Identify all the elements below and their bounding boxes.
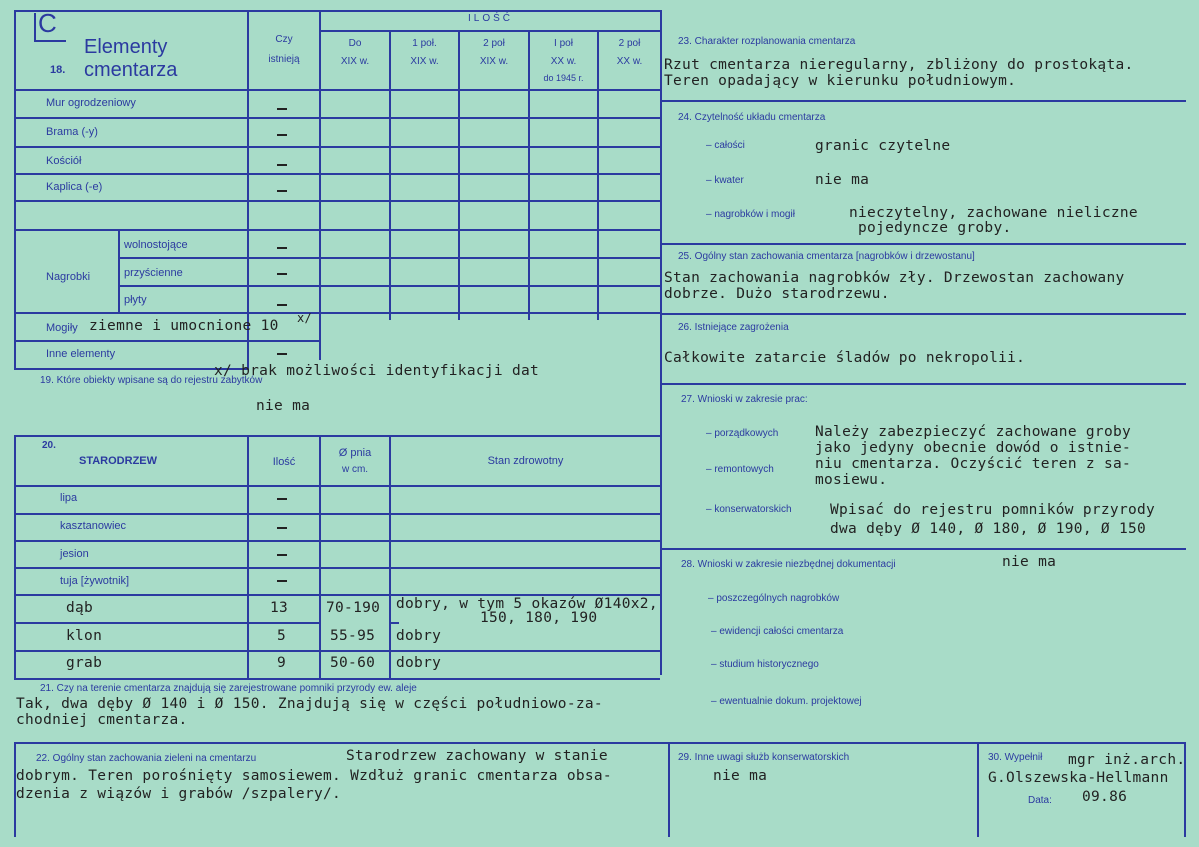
inne-value xyxy=(277,353,287,355)
section-23-label: 23. Charakter rozplanowania cmentarza xyxy=(678,36,856,47)
section-29-value: nie ma xyxy=(713,768,768,784)
nagrobki-label: Nagrobki xyxy=(46,271,91,283)
works-cleanup-line-1: Należy zabezpieczyć zachowane groby xyxy=(815,424,1132,440)
rule xyxy=(660,10,662,675)
col-header-4: I poł xyxy=(554,38,573,49)
row-label-brama: Brama (-y) xyxy=(46,126,98,138)
tree-qty-klon: 5 xyxy=(277,628,287,644)
rule xyxy=(660,383,1186,385)
row-label-mur: Mur ogrodzeniowy xyxy=(46,97,136,109)
rule xyxy=(14,200,660,202)
rule xyxy=(14,10,660,12)
docs-item-1: – poszczególnych nagrobków xyxy=(708,593,840,604)
rule xyxy=(660,243,1186,245)
col-trunk-diameter: Ø pnia xyxy=(338,447,372,459)
rule xyxy=(14,368,248,370)
section-22-label: 22. Ogólny stan zachowania zieleni na cmentarzu xyxy=(36,753,257,764)
rule xyxy=(458,30,460,320)
rule xyxy=(14,117,660,119)
section-22-line-2: dobrym. Teren porośnięty samosiewem. Wzdłuż granic cmentarza obsa- xyxy=(16,768,612,784)
docs-item-3: – studium historycznego xyxy=(711,659,819,670)
legibility-graves-label: – nagrobków i mogił xyxy=(706,209,795,220)
tree-state-dab-2: 150, 180, 190 xyxy=(480,610,598,626)
tree-name-klon: klon xyxy=(66,628,103,644)
tree-state-klon: dobry xyxy=(396,628,442,644)
works-cleanup-line-4: mosiewu. xyxy=(815,472,888,488)
tree-label-lipa: lipa xyxy=(60,492,78,504)
section-23-line-2: Teren opadający w kierunku południowym. xyxy=(664,73,1017,89)
col-header-3: 2 poł xyxy=(483,38,505,49)
col-header-3-sub: XIX w. xyxy=(479,56,509,67)
section-21-label: 21. Czy na terenie cmentarza znajdują się zarejestrowane pomniki przyrody ew. aleje xyxy=(40,683,417,694)
nagrobki-row-1-label: wolnostojące xyxy=(124,239,188,251)
tree-state-dab: dobry, w tym 5 okazów Ø140x2, xyxy=(396,596,658,612)
mogily-value: ziemne i umocnione 10 xyxy=(89,318,279,334)
section-18-title-1: Elementy xyxy=(84,36,168,58)
rule xyxy=(319,30,660,32)
rule xyxy=(14,650,660,652)
col-header-4-sub2: do 1945 r. xyxy=(543,73,584,83)
date-label: Data: xyxy=(1028,795,1052,806)
docs-item-4: – ewentualnie dokum. projektowej xyxy=(711,696,862,707)
tree-diam-klon: 55-95 xyxy=(330,628,376,644)
row-value-mur xyxy=(277,108,287,110)
rule xyxy=(14,567,660,569)
nagrobki-row-3-label: płyty xyxy=(124,294,147,306)
nagrobki-row-1-value xyxy=(277,247,287,249)
col-exists-header-1: Czy xyxy=(275,34,293,45)
rule xyxy=(14,485,660,487)
col-exists-header-2: istnieją xyxy=(268,54,300,65)
inne-label: Inne elementy xyxy=(46,348,116,360)
rule xyxy=(118,257,660,259)
rule xyxy=(14,540,660,542)
rule xyxy=(660,100,1186,102)
works-conservation-line-1: Wpisać do rejestru pomników przyrody xyxy=(830,502,1156,518)
legibility-whole-value: granic czytelne xyxy=(815,138,951,154)
mogily-footnote-mark: x/ xyxy=(297,311,313,325)
rule xyxy=(14,678,660,680)
rule xyxy=(14,146,660,148)
rule xyxy=(660,313,1186,315)
tree-state-grab: dobry xyxy=(396,655,442,671)
legibility-quarters-value: nie ma xyxy=(815,172,870,188)
nagrobki-row-2-value xyxy=(277,273,287,275)
row-label-kaplica: Kaplica (-e) xyxy=(46,181,103,193)
tree-value-tuja xyxy=(277,580,287,582)
tree-value-lipa xyxy=(277,498,287,500)
section-22-line-3: dzenia z wiązów i grabów /szpalery/. xyxy=(16,786,342,802)
tree-label-kasztanowiec: kasztanowiec xyxy=(60,520,127,532)
legibility-graves-value-2: pojedyncze groby. xyxy=(858,220,1012,236)
section-20-number: 20. xyxy=(42,440,56,451)
col-header-2: 1 poł. xyxy=(412,38,437,49)
dating-footnote: x/ brak możliwości identyfikacji dat xyxy=(214,363,540,379)
row-value-kosciol xyxy=(277,164,287,166)
rule xyxy=(14,435,16,680)
rule xyxy=(668,742,670,837)
filled-by-line-2: G.Olszewska-Hellmann xyxy=(988,770,1169,786)
rule xyxy=(597,30,599,320)
rule xyxy=(14,312,660,314)
section-18-title-2: cmentarza xyxy=(84,59,178,81)
col-header-1-sub: XIX w. xyxy=(340,56,370,67)
date-value: 09.86 xyxy=(1082,789,1128,805)
row-value-kaplica xyxy=(277,190,287,192)
section-28-label: 28. Wnioski w zakresie niezbędnej dokumentacji xyxy=(681,559,896,570)
section-24-label: 24. Czytelność układu cmentarza xyxy=(678,112,826,123)
legibility-quarters-label: – kwater xyxy=(706,175,744,186)
col-header-2-sub: XIX w. xyxy=(410,56,439,67)
section-26-value: Całkowite zatarcie śladów po nekropolii. xyxy=(664,350,1026,366)
rule xyxy=(14,89,660,91)
works-cleanup-line-3: niu cmentarza. Oczyścić teren z sa- xyxy=(815,456,1132,472)
tree-diam-grab: 50-60 xyxy=(330,655,376,671)
tree-qty-dab: 13 xyxy=(270,600,289,616)
col-trunk-diameter-unit: w cm. xyxy=(341,464,369,475)
works-cleanup-label: – porządkowych xyxy=(706,428,779,439)
tree-qty-grab: 9 xyxy=(277,655,287,671)
rule xyxy=(14,435,660,437)
col-health: Stan zdrowotny xyxy=(487,455,564,467)
mogily-label: Mogiły xyxy=(46,322,78,334)
tree-value-kasztanowiec xyxy=(277,527,287,529)
tree-name-grab: grab xyxy=(66,655,103,671)
row-value-brama xyxy=(277,134,287,136)
section-25-line-2: dobrze. Dużo starodrzewu. xyxy=(664,286,890,302)
rule xyxy=(14,742,1186,744)
tree-label-jesion: jesion xyxy=(60,548,89,560)
card-letter: C xyxy=(38,8,57,38)
works-repair-label: – remontowych xyxy=(706,464,774,475)
nagrobki-row-2-label: przyścienne xyxy=(124,267,183,279)
row-label-kosciol: Kościół xyxy=(46,155,82,167)
section-30-label: 30. Wypełnił xyxy=(988,752,1043,763)
nagrobki-row-3-value xyxy=(277,304,287,306)
qty-header: ILOŚĆ xyxy=(467,13,513,24)
rule xyxy=(247,435,249,680)
section-18-number: 18. xyxy=(50,64,66,76)
section-20-title: STARODRZEW xyxy=(79,455,158,467)
section-23-line-1: Rzut cmentarza nieregularny, zbliżony do prostokąta. xyxy=(664,57,1134,73)
section-21-line-2: chodniej cmentarza. xyxy=(16,712,188,728)
section-29-label: 29. Inne uwagi służb konserwatorskich xyxy=(678,752,850,763)
legibility-whole-label: – całości xyxy=(706,140,745,151)
rule xyxy=(14,10,16,370)
tree-name-dab: dąb xyxy=(66,600,94,616)
section-25-line-1: Stan zachowania nagrobków zły. Drzewostan zachowany xyxy=(664,270,1125,286)
rule xyxy=(14,173,660,175)
col-header-4-sub: XX w. xyxy=(550,56,577,67)
section-21-line-1: Tak, dwa dęby Ø 140 i Ø 150. Znajdują się w części południowo-za- xyxy=(16,696,603,712)
works-cleanup-line-2: jako jedyny obecnie dowód o istnie- xyxy=(815,440,1132,456)
col-header-5: 2 poł xyxy=(618,38,641,49)
rule xyxy=(389,435,391,680)
col-header-5-sub: XX w. xyxy=(616,56,643,67)
docs-item-2: – ewidencji całości cmentarza xyxy=(711,626,844,637)
rule xyxy=(118,285,660,287)
rule xyxy=(14,622,320,624)
filled-by-line-1: mgr inż.arch. xyxy=(1068,752,1186,768)
rule xyxy=(389,622,399,624)
tree-label-tuja: tuja [żywotnik] xyxy=(60,575,130,587)
tree-diam-dab: 70-190 xyxy=(326,600,381,616)
section-28-value: nie ma xyxy=(1002,554,1057,570)
tree-value-jesion xyxy=(277,554,287,556)
rule xyxy=(977,742,979,837)
rule xyxy=(660,548,1186,550)
rule xyxy=(389,30,391,320)
rule xyxy=(14,229,660,231)
section-27-label: 27. Wnioski w zakresie prac: xyxy=(681,394,808,405)
section-25-label: 25. Ogólny stan zachowania cmentarza [nagrobków i drzewostanu] xyxy=(678,251,975,262)
rule xyxy=(14,340,320,342)
rule xyxy=(14,513,660,515)
section-22-line-1: Starodrzew zachowany w stanie xyxy=(346,748,608,764)
section-26-label: 26. Istniejące zagrożenia xyxy=(678,322,789,333)
col-header-1: Do xyxy=(348,38,362,49)
works-conservation-line-2: dwa dęby Ø 140, Ø 180, Ø 190, Ø 150 xyxy=(830,521,1147,537)
legibility-graves-value-1: nieczytelny, zachowane nieliczne xyxy=(849,205,1138,221)
section-19-label: 19. Które obiekty wpisane są do rejestru zabytków xyxy=(40,375,263,386)
section-19-value: nie ma xyxy=(256,398,311,414)
rule xyxy=(118,229,120,312)
works-conservation-label: – konserwatorskich xyxy=(706,504,792,515)
col-tree-qty: Ilość xyxy=(272,456,296,468)
